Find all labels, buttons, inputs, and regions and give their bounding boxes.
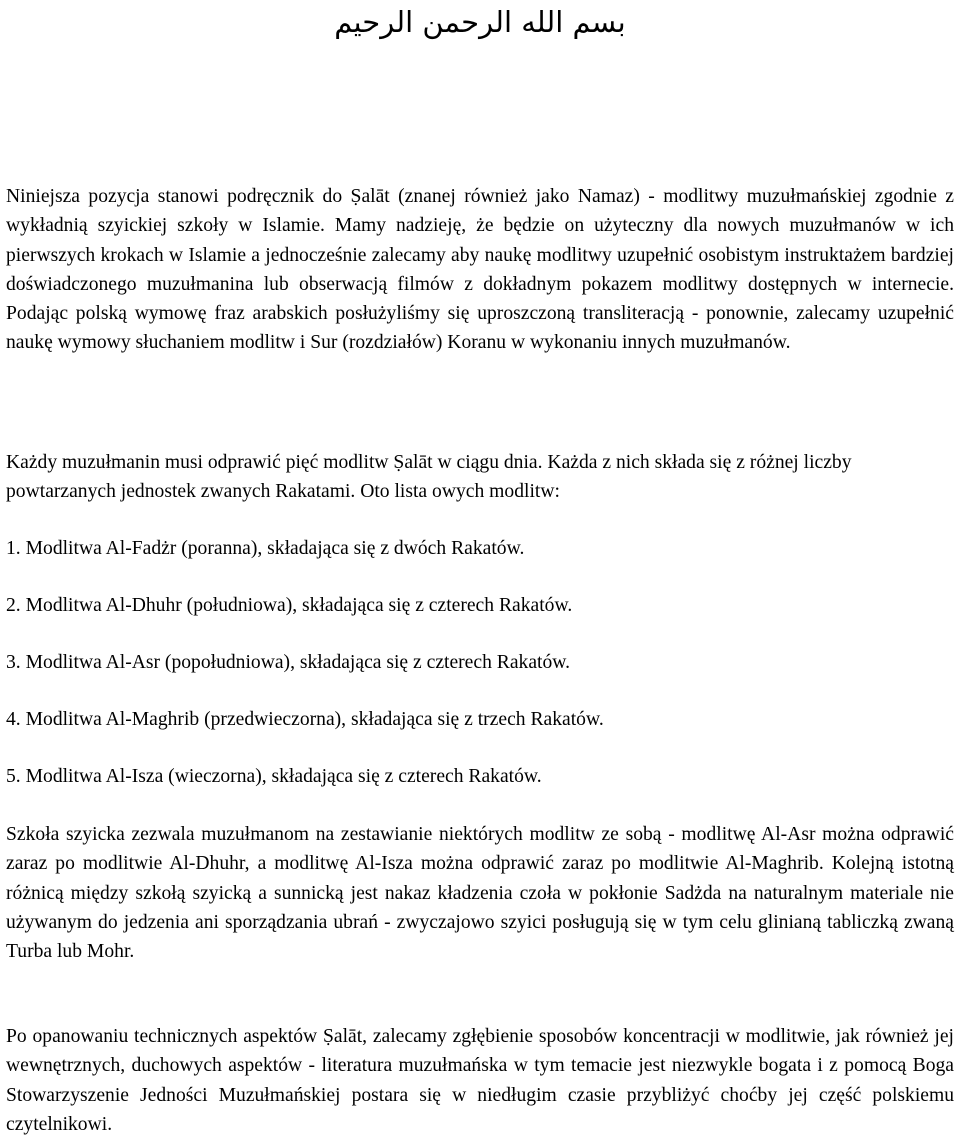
basmala-heading: بسم الله الرحمن الرحيم (334, 5, 626, 39)
shia-school-paragraph: Szkoła szyicka zezwala muzułmanom na zestawianie niektórych modlitw ze sobą - modlitwę Al-Asr można odprawić zaraz po modlitwie Al-Dhuhr, a modlitwę Al-Isza można odprawić zaraz po modlitwie Al-Maghrib. Kolejną istotną różnicą między szkołą szyicką a sunnicką jest nakaz kładzenia czoła w pokłonie Sadżda na naturalnym materiale nie używanym do jedzenia ani sporządzania ubrań - zwyczajowo szyici posługują się w tym celu glinianą tabliczką zwaną Turba lub Mohr. (6, 824, 954, 963)
prayer-list-item: 2. Modlitwa Al-Dhuhr (południowa), składająca się z czterech Rakatów. (6, 595, 573, 616)
prayer-list-item: 1. Modlitwa Al-Fadżr (poranna), składająca się z dwóch Rakatów. (6, 538, 525, 559)
daily-prayers-paragraph: Każdy muzułmanin musi odprawić pięć modlitw Ṣalāt w ciągu dnia. Każda z nich składa się z różnej liczby powtarzanych jednostek zwanych Rakatami. Oto lista owych modlitw: (6, 452, 852, 503)
closing-paragraph: Po opanowaniu technicznych aspektów Ṣalāt, zalecamy zgłębienie sposobów koncentracji w modlitwie, jak również jej wewnętrznych, duchowych aspektów - literatura muzułmańska w tym temacie jest niezwykle bogata i z pomocą Boga Stowarzyszenie Jedności Muzułmańskiej postara się w niedługim czasie przybliżyć choćby jej część polskiemu czytelnikowi. (6, 1026, 954, 1135)
intro-paragraph: Niniejsza pozycja stanowi podręcznik do Ṣalāt (znanej również jako Namaz) - modlitwy muzułmańskiej zgodnie z wykładnią szyickiej szkoły w Islamie. Mamy nadzieję, że będzie on użyteczny dla nowych muzułmanów w ich pierwszych krokach w Islamie a jednocześnie zalecamy aby naukę modlitwy uzupełnić osobistym instruktażem bardziej doświadczonego muzułmanina lub obserwacją filmów z dokładnym pokazem modlitwy dostępnych w internecie. Podając polską wymowę fraz arabskich posłużyliśmy się uproszczoną transliteracją - ponownie, zalecamy uzupełnić naukę wymowy słuchaniem modlitw i Sur (rozdziałów) Koranu w wykonaniu innych muzułmanów. (6, 186, 954, 354)
prayer-list-item: 3. Modlitwa Al-Asr (popołudniowa), składająca się z czterech Rakatów. (6, 652, 571, 673)
prayer-list-item: 4. Modlitwa Al-Maghrib (przedwieczorna), składająca się z trzech Rakatów. (6, 709, 604, 730)
prayer-list-item: 5. Modlitwa Al-Isza (wieczorna), składająca się z czterech Rakatów. (6, 766, 542, 787)
